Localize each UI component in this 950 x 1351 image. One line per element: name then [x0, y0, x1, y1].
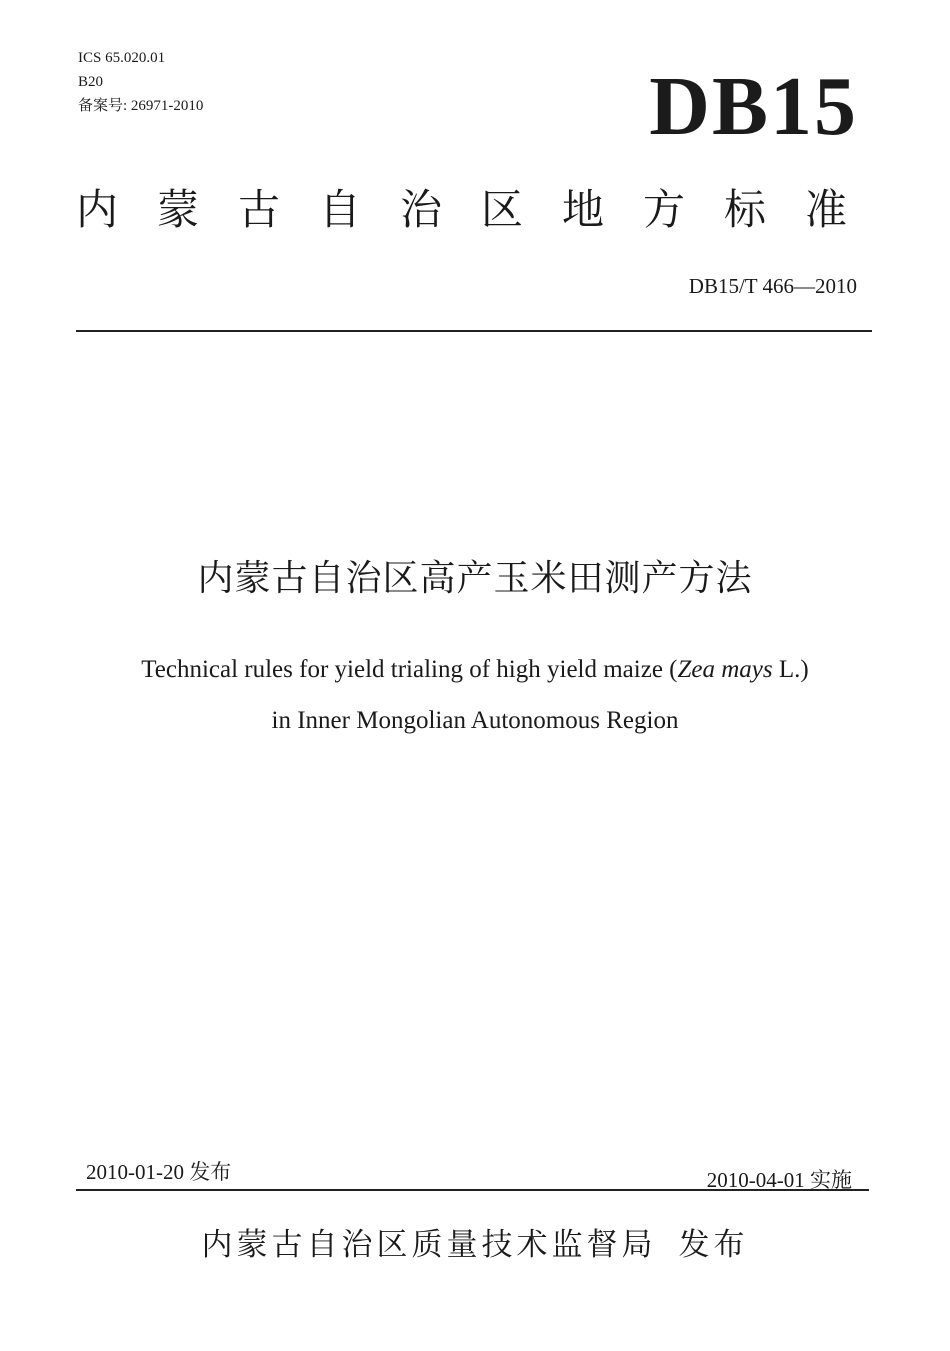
- standard-type-title: 内蒙古自治区地方标准: [76, 185, 887, 234]
- class-code: B20: [78, 74, 104, 90]
- db15-logo: DB15: [649, 60, 858, 153]
- chinese-title: 内蒙古自治区高产玉米田测产方法: [197, 558, 753, 599]
- english-title-pre: Technical rules for yield trialing of high yield maize (: [141, 656, 678, 683]
- top-divider: [76, 330, 872, 332]
- publisher-action: 发布: [678, 1227, 749, 1263]
- classification-block: [78, 46, 203, 118]
- ics-code: ICS 65.020.01: [78, 50, 166, 66]
- filing-number: 备案号: 26971-2010: [78, 98, 204, 114]
- english-title-post: L.): [772, 656, 809, 683]
- publisher-line: [0, 1224, 950, 1266]
- issue-date: 2010-01-20 发布: [86, 1160, 232, 1184]
- bottom-divider: [76, 1189, 869, 1191]
- publisher-name: 内蒙古自治区质量技术监督局: [201, 1227, 657, 1263]
- english-title-species: Zea mays: [677, 656, 773, 683]
- english-title-line-1: [0, 654, 950, 686]
- standard-code: DB15/T 466—2010: [688, 274, 857, 298]
- implementation-date: 2010-04-01 实施: [706, 1168, 852, 1192]
- english-title-line-2: in Inner Mongolian Autonomous Region: [271, 707, 679, 734]
